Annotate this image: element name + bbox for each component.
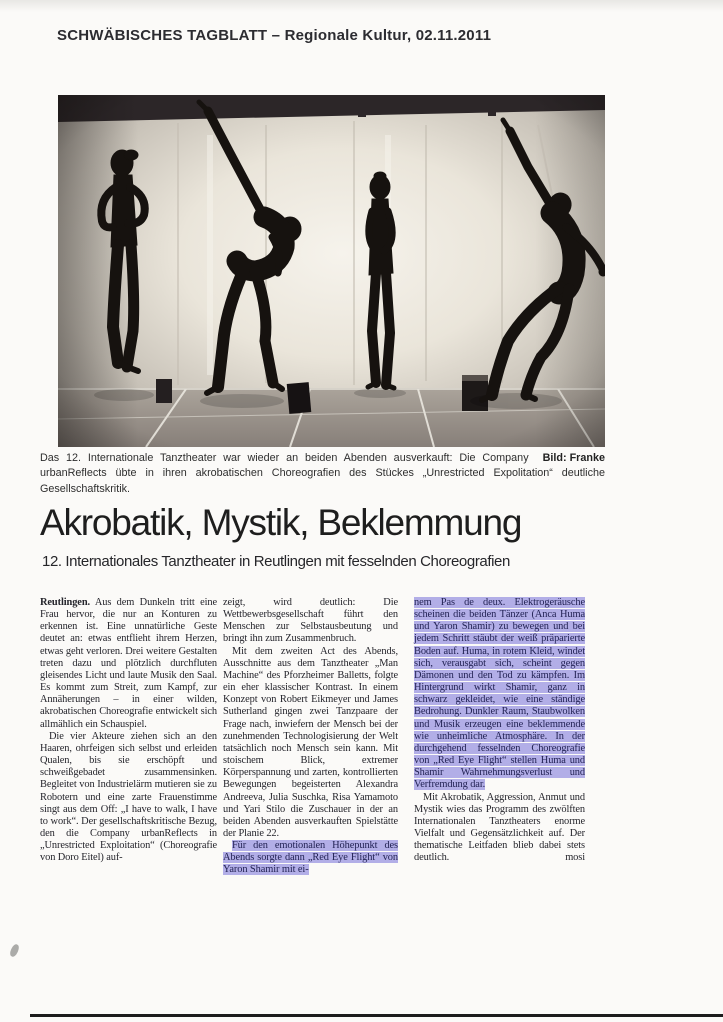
paragraph: [223, 646, 398, 841]
photo-caption: [40, 451, 605, 497]
scan-ink-smudge: [9, 943, 21, 958]
paragraph-text: Mit Akrobatik, Aggression, Anmut und Mystik wies das Programm des zwölften Internationalen Tanztheaters enorme Vielfalt und Gegensätzlichkeit auf. Der thematische Leitfaden blieb dabei stets deutlich.: [414, 791, 585, 864]
photo-caption-text: Das 12. Internationale Tanztheater war wieder an beiden Abenden ausverkauft: Die Company urbanReflects übte in ihren akrobatischen Choreografien des Stückes „Unrestricted Expolitation“ deutliche Gesellschaftskritik.: [40, 452, 605, 495]
headline: Akrobatik, Mystik, Beklemmung: [40, 502, 522, 543]
bottom-rule: [30, 1014, 723, 1017]
highlighted-text: Für den emotionalen Höhepunkt des Abends sorgte dann „Red Eye Flight“ von Yaron Shamir mit ei-: [223, 840, 398, 876]
article-column-1: [40, 597, 217, 864]
paragraph-text: Mit dem zweiten Act des Abends, Ausschnitte aus dem Tanztheater „Man Machine“ des Pforzheimer Balletts, folgte ein eher klassischer Kontrast. In einem Konzept von Robert Eikmeyer und James Sutherland gingen zwei Tanzpaare der Frage nach, inwiefern der Mensch bei der zunehmenden Technologisierung der Welt tatsächlich noch Mensch sein kann. Mit stoischem Blick, extremer Körperspannung und zarten, kontrollierten Bewegungen begeisterten Alexandra Andreeva, Julia Suschka, Risa Yamamoto und Yari Stilo die Zuschauer in der an beiden Abenden ausverkauften Spielstätte der Planie 22.: [223, 645, 398, 839]
subhead: 12. Internationales Tanztheater in Reutlingen mit fesselnden Choreografien: [42, 553, 510, 570]
dateline: Reutlingen.: [40, 597, 90, 608]
article-column-3: [414, 597, 585, 864]
author-signature: mosi: [565, 852, 585, 864]
paragraph-text: zeigt, wird deutlich: Die Wettbewerbsgesellschaft führt den Menschen zur Selbstausbeutung und bringt ihn zum Zusammenbruch.: [223, 597, 398, 645]
highlighted-text: nem Pas de deux. Elektrogeräusche scheinen die beiden Tänzer (Anca Huma und Yaron Shamir) zu bewegen und bei jedem Schritt stäubt der weiß präparierte Boden auf. Huma, in rotem Kleid, windet sich, verausgabt sich, scheint gegen Dämonen und den Tod zu kämpfen. Im Hintergrund wirkt Shamir, ganz in schwarz gekleidet, wie eine ständige Bedrohung. Dunkler Raum, Staubwolken und Musik erzeugen eine beklemmende wie unheimliche Atmosphäre. In der durchgehend fesselnden Choreografie von „Red Eye Flight“ stellen Huma und Shamir Wahrnehmungsverlust und Verfremdung dar.: [414, 597, 585, 791]
paragraph: [223, 597, 398, 646]
paragraph-text: Die vier Akteure ziehen sich an den Haaren, ohrfeigen sich selbst und erleiden Qualen, bis sie erschöpft und schweißgebadet zusammensinken. Begleitet von Industrielärm mutieren sie zu Robotern und eine zarte Frauenstimme singt aus dem Off: „I have to walk, I have to work“. Der gesellschaftskritische Bezug, den die Company urbanReflects in „Unrestricted Exploitation“ (Choreografie von Doro Eitel) auf-: [40, 730, 217, 864]
scan-edge-shading: [0, 0, 723, 12]
photo-credit: Bild: Franke: [542, 452, 605, 464]
paragraph: [40, 597, 217, 731]
paragraph-highlighted: [414, 597, 585, 792]
stage-photo-image: [58, 95, 605, 447]
stage-photo: [58, 95, 605, 447]
photo-vignette: [58, 95, 605, 447]
masthead: SCHWÄBISCHES TAGBLATT – Regionale Kultur, 02.11.2011: [57, 27, 492, 44]
paragraph-highlighted: [223, 840, 398, 876]
article-column-2: [223, 597, 398, 877]
paragraph: [414, 792, 585, 865]
paragraph: [40, 731, 217, 865]
paragraph-text: Aus dem Dunkeln tritt eine Frau hervor, die nur an Konturen zu erkennen ist. Eine unnatürliche Geste deutet an: etwas entflieht ihrem Herzen, etwas geht verloren. Drei weitere Gestalten treten dazu und plötzlich durchfluten gleisendes Licht und laute Musik den Saal. Es kommt zum Streit, zum Kampf, zur Annäherungen – in einer wilden, akrobatischen Choreografie entwickelt sich allmählich ein Schauspiel.: [40, 597, 217, 730]
